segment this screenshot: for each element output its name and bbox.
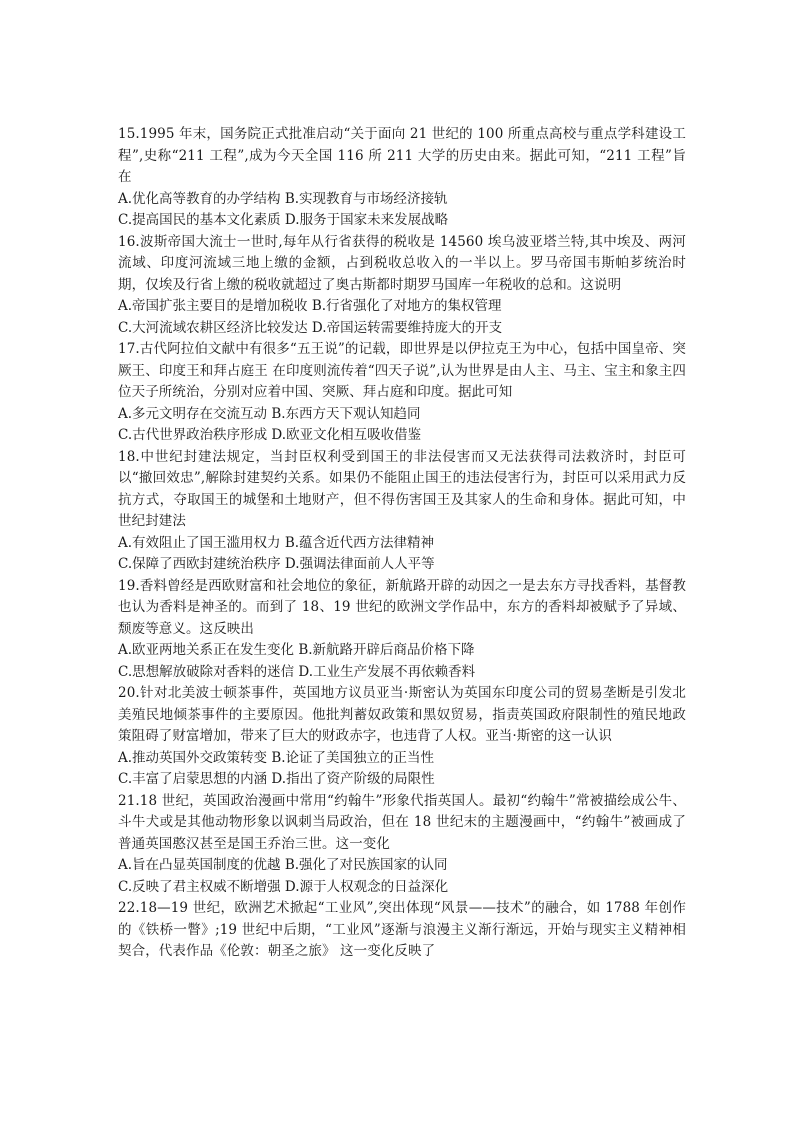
option-line: A.帝国扩张主要目的是增加税收 B.行省强化了对地方的集权管理 xyxy=(118,298,502,314)
option-line: A.有效阻止了国王滥用权力 B.蕴含近代西方法律精神 xyxy=(118,534,435,551)
question-stem: 15.1995 年末，国务院正式批准启动“关于面向 21 世纪的 100 所重点高校与重点学科建设工程”,史称“211 工程”,成为今天全国 116 所 211 大学的历史由来。据此可知，“211 工程”旨在 xyxy=(118,126,686,185)
question-17 xyxy=(118,339,686,447)
option-line: A.旨在凸显英国制度的优越 B.强化了对民族国家的认同 xyxy=(118,857,448,873)
question-stem: 22.18—19 世纪，欧洲艺术掀起“工业风”,突出体现“风景——技术”的融合，如 1788 年创作的《铁桥一瞥》;19 世纪中后期，“工业风”逐渐与浪漫主义渐行渐远，开始与现实主义精神相契合，代表作品《伦敦：朝圣之旅》 这一变化反映了 xyxy=(118,900,686,959)
option-line: A.推动英国外交政策转变 B.论证了美国独立的正当性 xyxy=(118,749,435,766)
question-15 xyxy=(118,124,686,232)
question-22 xyxy=(118,898,686,963)
question-options xyxy=(118,855,686,898)
question-stem: 19.香料曾经是西欧财富和社会地位的象征，新航路开辟的动因之一是去东方寻找香料，基督教也认为香料是神圣的。而到了 18、19 世纪的欧洲文学作品中，东方的香料却被赋予了异域、颓废等意义。这反映出 xyxy=(118,577,686,637)
question-options xyxy=(118,189,686,232)
question-stem: 20.针对北美波士顿茶事件，英国地方议员亚当·斯密认为英国东印度公司的贸易垄断是引发北美殖民地倾茶事件的主要原因。他批判蓄奴政策和黑奴贸易，指责英国政府限制性的殖民地政策阻碍了财富增加，带来了巨大的财政赤字，也违背了人权。亚当·斯密的这一认识 xyxy=(118,685,686,744)
question-16 xyxy=(118,232,686,340)
question-options xyxy=(118,640,686,683)
option-line: C.古代世界政治秩序形成 D.欧亚文化相互吸收借鉴 xyxy=(118,427,422,443)
option-line: C.思想解放破除对香料的迷信 D.工业生产发展不再依赖香料 xyxy=(118,663,476,680)
question-stem: 17.古代阿拉伯文献中有很多“五王说”的记载，即世界是以伊拉克王为中心，包括中国皇帝、突厥王、印度王和拜占庭王 在印度则流传着“四天子说”,认为世界是由人主、马主、宝主和象主四位天子所统治，分别对应着中国、突厥、拜占庭和印度。据此可知 xyxy=(118,341,686,400)
question-options xyxy=(118,296,686,339)
option-line: A.优化高等教育的办学结构 B.实现教育与市场经济接轨 xyxy=(118,190,448,207)
question-stem: 18.中世纪封建法规定，当封臣权利受到国王的非法侵害而又无法获得司法救济时，封臣可以“撤回效忠”,解除封建契约关系。如果仍不能阻止国王的违法侵害行为，封臣可以采用武力反抗方式，夺取国王的城堡和土地财产，但不得伤害国王及其家人的生命和身体。据此可知，中世纪封建法 xyxy=(118,448,686,529)
question-stem: 16.波斯帝国大流士一世时,每年从行省获得的税收是 14560 埃乌波亚塔兰特,其中埃及、两河流域、印度河流域三地上缴的金额，占到税收总收入的一半以上。罗马帝国韦斯帕芗统治时期，仅埃及行省上缴的税收就超过了奥古斯都时期罗马国库一年税收的总和。这说明 xyxy=(118,233,686,293)
exam-page xyxy=(118,124,686,963)
question-19 xyxy=(118,576,686,684)
question-20 xyxy=(118,683,686,791)
option-line: C.保障了西欧封建统治秩序 D.强调法律面前人人平等 xyxy=(118,556,435,572)
question-options xyxy=(118,748,686,791)
question-stem: 21.18 世纪，英国政治漫画中常用“约翰牛”形象代指英国人。最初“约翰牛”常被描绘成公牛、斗牛犬或是其他动物形象以讽刺当局政治，但在 18 世纪末的主题漫画中，“约翰牛”被画成了普通英国憨汉甚至是国王乔治三世。这一变化 xyxy=(118,792,686,852)
option-line: A.多元文明存在交流互动 B.东西方天下观认知趋同 xyxy=(118,405,421,422)
question-18 xyxy=(118,447,686,576)
option-line: A.欧亚两地关系正在发生变化 B.新航路开辟后商品价格下降 xyxy=(118,642,475,658)
question-options xyxy=(118,533,686,576)
option-line: C.反映了君主权威不断增强 D.源于人权观念的日益深化 xyxy=(118,878,449,895)
option-line: C.大河流域农耕区经济比较发达 D.帝国运转需要维持庞大的开支 xyxy=(118,319,503,336)
option-line: C.丰富了启蒙思想的内涵 D.指出了资产阶级的局限性 xyxy=(118,771,435,787)
question-21 xyxy=(118,791,686,899)
option-line: C.提高国民的基本文化素质 D.服务于国家未来发展战略 xyxy=(118,212,449,228)
question-options xyxy=(118,404,686,447)
